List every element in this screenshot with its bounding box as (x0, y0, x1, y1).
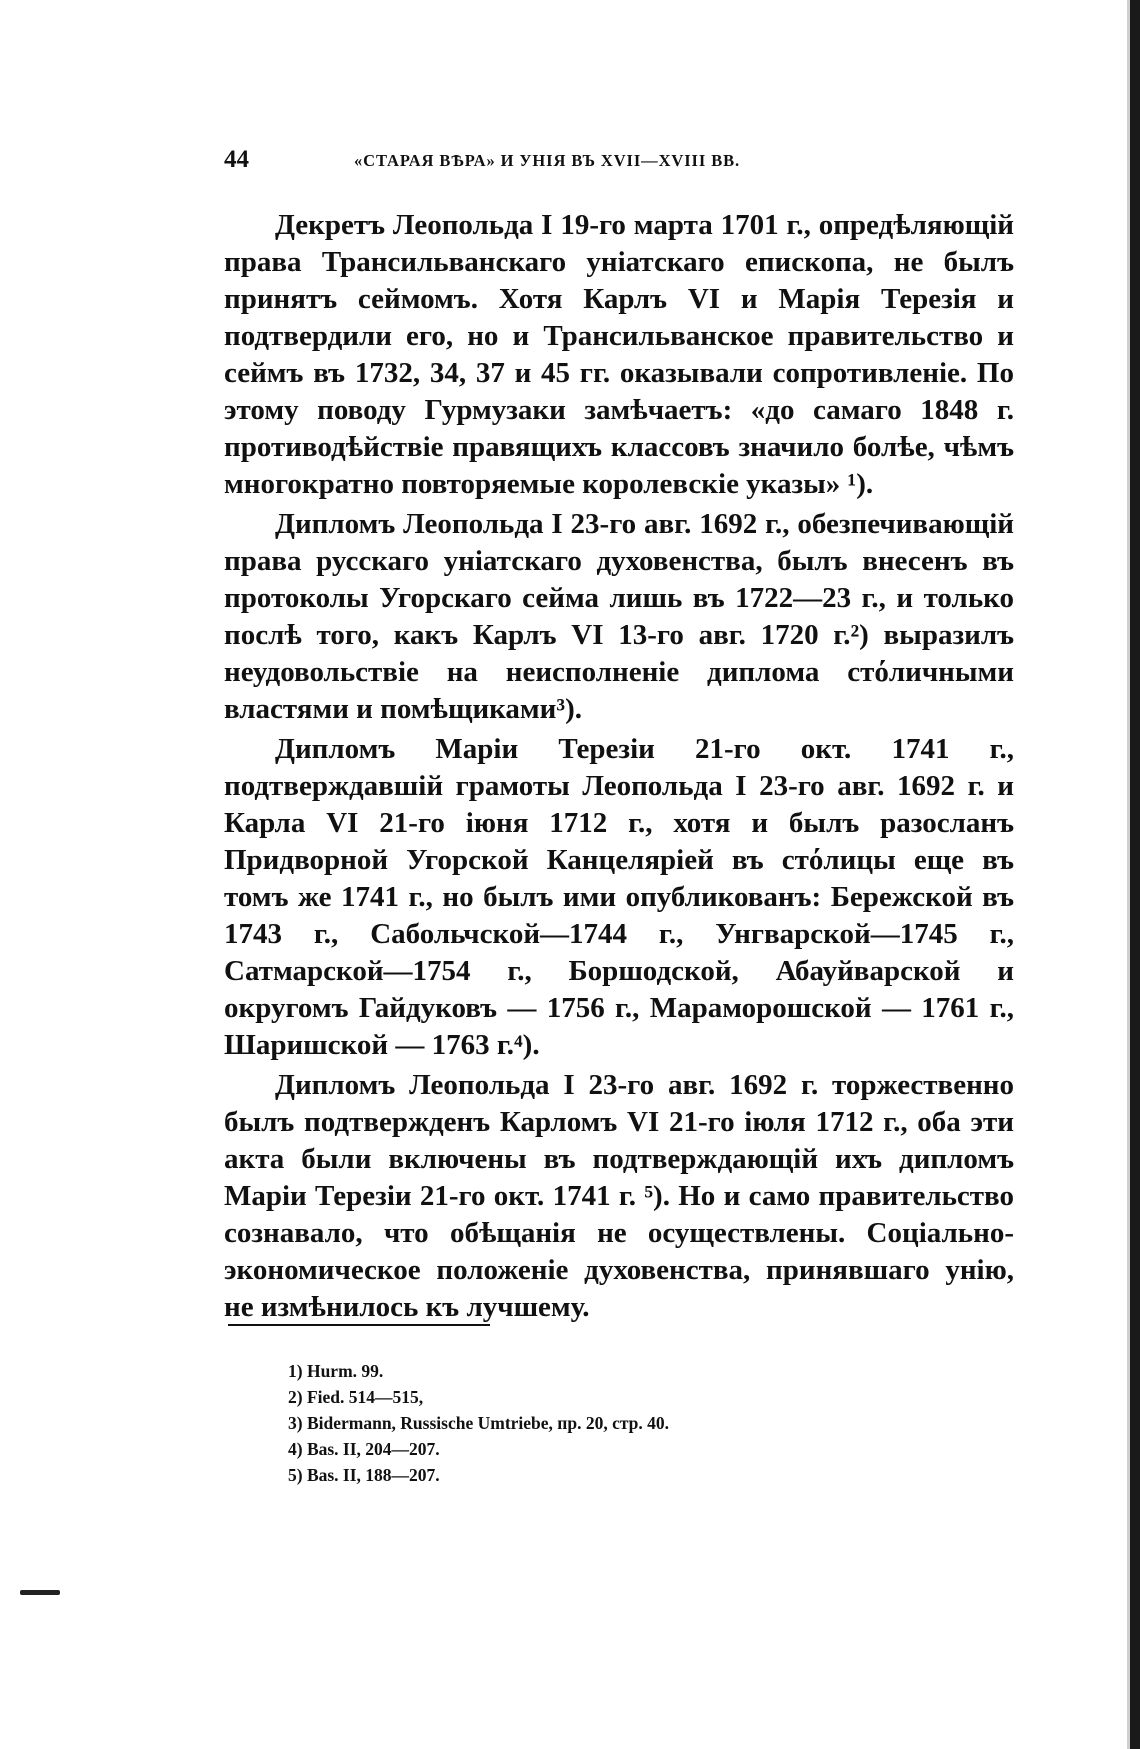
footnote-3: 3) Bidermann, Russische Umtriebe, пр. 20, стр. 40. (288, 1413, 670, 1433)
footnote-5: 5) Bas. II, 188—207. (288, 1465, 440, 1485)
running-title: «СТАРАЯ ВѢРА» И УНІЯ ВЪ XVII—XVIII ВВ. (354, 151, 741, 170)
paragraph-diploma-leopold: Дипломъ Леопольда I 23-го авг. 1692 г., обезпечивающій права русскаго уніатскаго духовенства, былъ внесенъ въ протоколы Угорскаго сейма лишь въ 1722—23 г., и только послѣ того, какъ Карлъ VI 13-го авг. 1720 г.²) выразилъ неудовольствіе на неисполненіе диплома стόличными властями и помѣщиками³). (224, 508, 1014, 725)
scan-mark (20, 1590, 60, 1595)
paragraph-confirmation: Дипломъ Леопольда I 23-го авг. 1692 г. торжественно былъ подтвержденъ Карломъ VI 21-го іюля 1712 г., оба эти акта были включены въ подтверждающій ихъ дипломъ Маріи Терезіи 21-го окт. 1741 г. ⁵). Но и само правительство сознавало, что обѣщанія не осуществлены. Соціально-экономическое положеніе духовенства, принявшаго унію, не измѣнилось къ лучшему. (224, 1069, 1014, 1323)
paragraph-decree-leopold: Декретъ Леопольда I 19-го марта 1701 г., опредѣляющій права Трансильванскаго уніатскаго епископа, не былъ принятъ сеймомъ. Хотя Карлъ VI и Марія Терезія и подтвердили его, но и Трансильванское правительство и сеймъ въ 1732, 34, 37 и 45 гг. оказывали сопротивленіе. По этому поводу Гурмузаки замѣчаетъ: «до самаго 1848 г. противодѣйствіе правящихъ классовъ значило болѣе, чѣмъ многократно повторяемые королевскіе указы» ¹). (224, 209, 1014, 500)
body-text (224, 207, 1014, 1326)
footnote-separator (228, 1324, 490, 1326)
footnotes (288, 1358, 908, 1488)
page-header (224, 146, 846, 176)
footnote-1: 1) Hurm. 99. (288, 1361, 384, 1381)
footnote-2: 2) Fied. 514—515, (288, 1387, 424, 1407)
scan-edge (1130, 0, 1140, 1749)
paragraph-diploma-maria-theresa: Дипломъ Маріи Терезіи 21-го окт. 1741 г., подтверждавшій грамоты Леопольда I 23-го авг. 1692 г. и Карла VI 21-го іюня 1712 г., хотя и былъ разосланъ Придворной Угорской Канцеляріей въ стόлицы еще въ томъ же 1741 г., но былъ ими опубликованъ: Бережской въ 1743 г., Сабольчской—1744 г., Унгварской—1745 г., Сатмарской—1754 г., Боршодской, Абауйварской и округомъ Гайдуковъ — 1756 г., Мараморошской — 1761 г., Шаришской — 1763 г.⁴). (224, 733, 1014, 1061)
page-number: 44 (224, 146, 249, 173)
footnote-4: 4) Bas. II, 204—207. (288, 1439, 440, 1459)
